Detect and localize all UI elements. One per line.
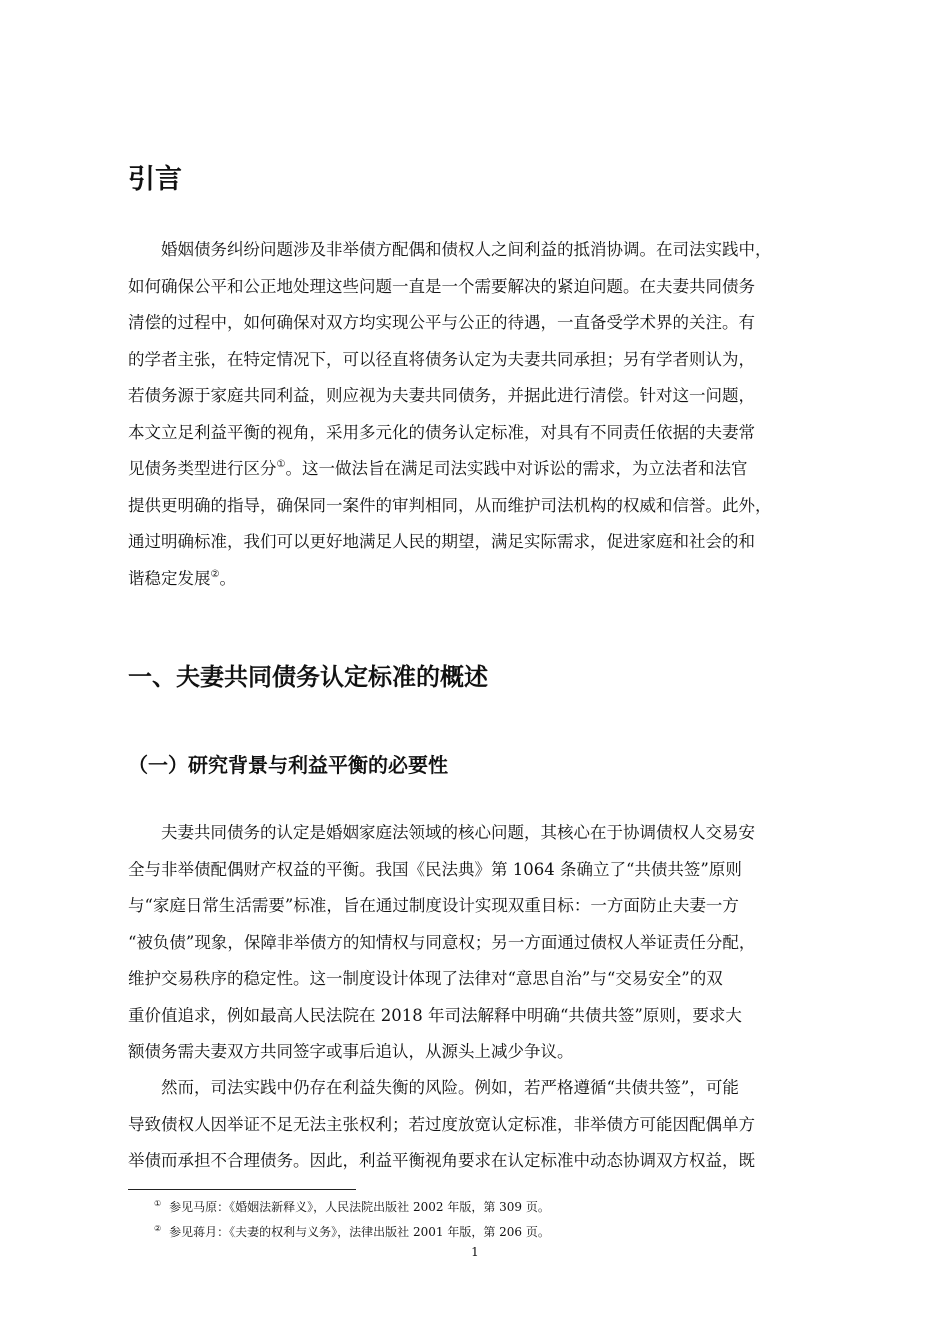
paragraph-line: 导致债权人因举证不足无法主张权利；若过度放宽认定标准，非举债方可能因配偶单方 bbox=[128, 1114, 755, 1134]
body-paragraph-2 bbox=[128, 1070, 816, 1180]
footnote-ref-1[interactable]: ① bbox=[276, 459, 286, 470]
paragraph-line bbox=[128, 451, 816, 488]
paragraph-line: “被负债”现象，保障非举债方的知情权与同意权；另一方面通过债权人举证责任分配， bbox=[128, 932, 756, 952]
paragraph-line: 额债务需夫妻双方共同签字或事后追认，从源头上减少争议。 bbox=[128, 1042, 574, 1061]
paragraph-line: 全与非举债配偶财产权益的平衡。我国《民法典》第 1064 条确立了“共债共签”原则 bbox=[128, 859, 742, 879]
body-paragraph-1 bbox=[128, 815, 816, 1071]
paragraph-line: 的学者主张，在特定情况下，可以径直将债务认定为夫妻共同承担；另有学者则认为， bbox=[128, 349, 755, 369]
footnote-text: 参见马原：《婚姻法新释义》，人民法院出版社 2002 年版，第 309 页。 bbox=[169, 1200, 550, 1214]
line-text: 。 bbox=[219, 568, 236, 588]
intro-paragraph bbox=[128, 232, 816, 597]
paragraph-line: 提供更明确的指导，确保同一案件的审判相同，从而维护司法机构的权威和信誉。此外， bbox=[128, 495, 772, 515]
footnote-ref-2[interactable]: ② bbox=[210, 568, 220, 580]
paragraph-line: 本文立足利益平衡的视角，采用多元化的债务认定标准，对具有不同责任依据的夫妻常 bbox=[128, 422, 755, 442]
line-text: 见债务类型进行区分 bbox=[128, 459, 277, 478]
paragraph-line bbox=[128, 561, 816, 598]
subsection-heading: （一）研究背景与利益平衡的必要性 bbox=[128, 753, 448, 777]
paragraph-line: 夫妻共同债务的认定是婚姻家庭法领域的核心问题，其核心在于协调债权人交易安 bbox=[161, 823, 755, 842]
footnote-text: 参见蒋月：《夫妻的权利与义务》，法律出版社 2001 年版，第 206 页。 bbox=[169, 1225, 550, 1239]
paragraph-line: 然而，司法实践中仍存在利益失衡的风险。例如，若严格遵循“共债共签”，可能 bbox=[161, 1078, 739, 1097]
footnote-separator bbox=[128, 1189, 356, 1190]
paragraph-line: 与“家庭日常生活需要”标准，旨在通过制度设计实现双重目标：一方面防止夫妻一方 bbox=[128, 896, 739, 915]
line-text: 谐稳定发展 bbox=[128, 568, 211, 588]
paragraph-line: 维护交易秩序的稳定性。这一制度设计体现了法律对“意思自治”与“交易安全”的双 bbox=[128, 969, 723, 988]
line-text: 。 bbox=[285, 459, 302, 478]
line-text: 这一做法旨在满足司法实践中对诉讼的需求，为立法者和法官 bbox=[301, 459, 748, 478]
paragraph-line: 婚姻债务纠纷问题涉及非举债方配偶和债权人之间利益的抵消协调。在司法实践中， bbox=[161, 240, 772, 259]
footnote-mark: ② bbox=[154, 1224, 162, 1233]
intro-heading: 引言 bbox=[128, 164, 182, 195]
paragraph-line: 如何确保公平和公正地处理这些问题一直是一个需要解决的紧迫问题。在夫妻共同债务 bbox=[128, 276, 755, 296]
footnote-mark: ① bbox=[154, 1199, 162, 1208]
footnotes bbox=[154, 1195, 550, 1245]
paragraph-line: 举债而承担不合理债务。因此，利益平衡视角要求在认定标准中动态协调双方权益，既 bbox=[128, 1151, 755, 1170]
footnote-1 bbox=[154, 1195, 550, 1220]
paragraph-line: 若债务源于家庭共同利益，则应视为夫妻共同债务，并据此进行清偿。针对这一问题， bbox=[128, 386, 755, 405]
footnote-2 bbox=[154, 1220, 550, 1245]
page-number: 1 bbox=[471, 1245, 479, 1259]
paragraph-line: 清偿的过程中，如何确保对双方均实现公平与公正的待遇，一直备受学术界的关注。有 bbox=[128, 313, 755, 332]
paragraph-line: 通过明确标准，我们可以更好地满足人民的期望，满足实际需求，促进家庭和社会的和 bbox=[128, 532, 755, 551]
section-heading: 一、夫妻共同债务认定标准的概述 bbox=[128, 663, 488, 691]
paragraph-line: 重价值追求，例如最高人民法院在 2018 年司法解释中明确“共债共签”原则，要求大 bbox=[128, 1005, 742, 1025]
